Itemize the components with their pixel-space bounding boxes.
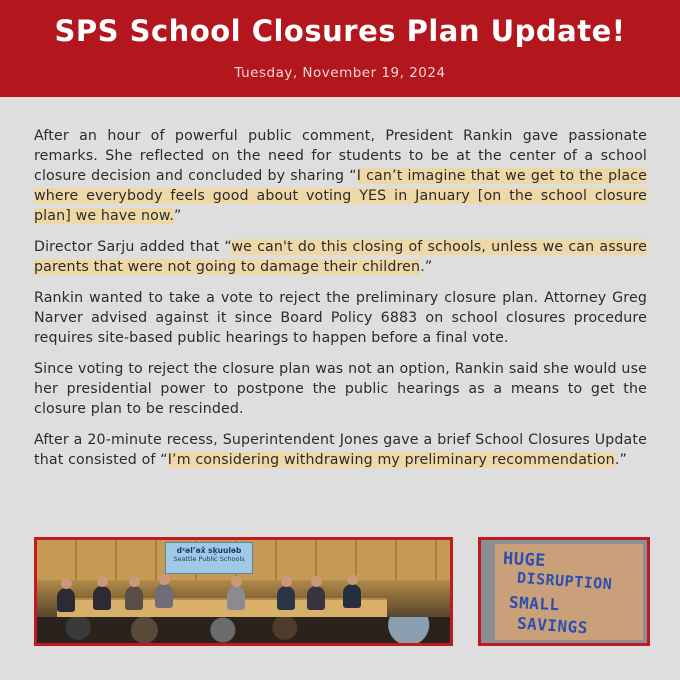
photo-banner-line: Seattle Public Schools — [173, 555, 245, 563]
board-member — [125, 586, 143, 610]
board-member — [307, 586, 325, 610]
sign-text-line: SAVINGS — [516, 613, 589, 638]
header-banner — [0, 0, 680, 97]
sign-text-line: DISRUPTION — [516, 568, 613, 594]
paragraph-text: Director Sarju added that “ — [34, 239, 232, 255]
highlighted-quote: I can’t imagine that we get to the place where everybody feels good about voting YES in January [on the school closure plan] we have now. — [34, 168, 647, 224]
board-member-head — [61, 578, 72, 589]
board-member-head — [97, 576, 108, 587]
protest-sign-photo — [478, 537, 650, 646]
board-member — [227, 586, 245, 610]
paragraph-text: After an hour of powerful public comment, President Rankin gave passionate remarks. She reflected on the need for students to be at the center of a school closure decision and concluded by sharing “ — [34, 128, 647, 184]
audience — [37, 617, 450, 643]
photo-banner — [165, 542, 253, 574]
board-member — [277, 586, 295, 610]
board-member-head — [281, 576, 292, 587]
board-member-head — [231, 576, 242, 587]
paragraph-text: .” — [614, 452, 627, 468]
paragraph-text: .” — [420, 259, 433, 275]
cardboard-sign — [495, 544, 643, 640]
board-member — [155, 584, 173, 608]
board-meeting-photo — [34, 537, 453, 646]
board-member-head — [129, 576, 140, 587]
paragraph-jones — [34, 430, 647, 470]
highlighted-quote: we can't do this closing of schools, unless we can assure parents that were not going to damage their children — [34, 239, 647, 275]
board-member — [343, 584, 361, 608]
paragraph-rankin-remarks — [34, 126, 647, 226]
paragraph-vote: Rankin wanted to take a vote to reject the preliminary closure plan. Attorney Greg Narver advised against it since Board Policy 6883 on school closures procedure requires site-based public hearings to happen before a final vote. — [34, 290, 647, 346]
page-title: SPS School Closures Plan Update! — [54, 14, 626, 48]
board-member-head — [311, 576, 322, 587]
highlighted-quote: I’m considering withdrawing my preliminary recommendation — [167, 452, 615, 468]
paragraph-text: After a 20-minute recess, Superintendent Jones gave a brief School Closures Update that consisted of “ — [34, 432, 647, 468]
board-member — [57, 588, 75, 612]
sign-text-line: SMALL — [508, 592, 561, 615]
paragraph-text: ” — [174, 208, 182, 224]
board-member — [93, 586, 111, 610]
board-member-head — [347, 574, 358, 585]
article-body — [34, 126, 647, 481]
board-member-head — [159, 574, 170, 585]
paragraph-postpone: Since voting to reject the closure plan was not an option, Rankin said she would use her presidential power to postpone the public hearings as a means to get the closure plan to be rescinded. — [34, 361, 647, 417]
page-date: Tuesday, November 19, 2024 — [234, 65, 446, 81]
sign-text-line: HUGE — [502, 548, 547, 572]
photo-banner-line: dᶻəlʼəx̌ sḵuuləb — [176, 546, 242, 555]
paragraph-sarju — [34, 237, 647, 277]
